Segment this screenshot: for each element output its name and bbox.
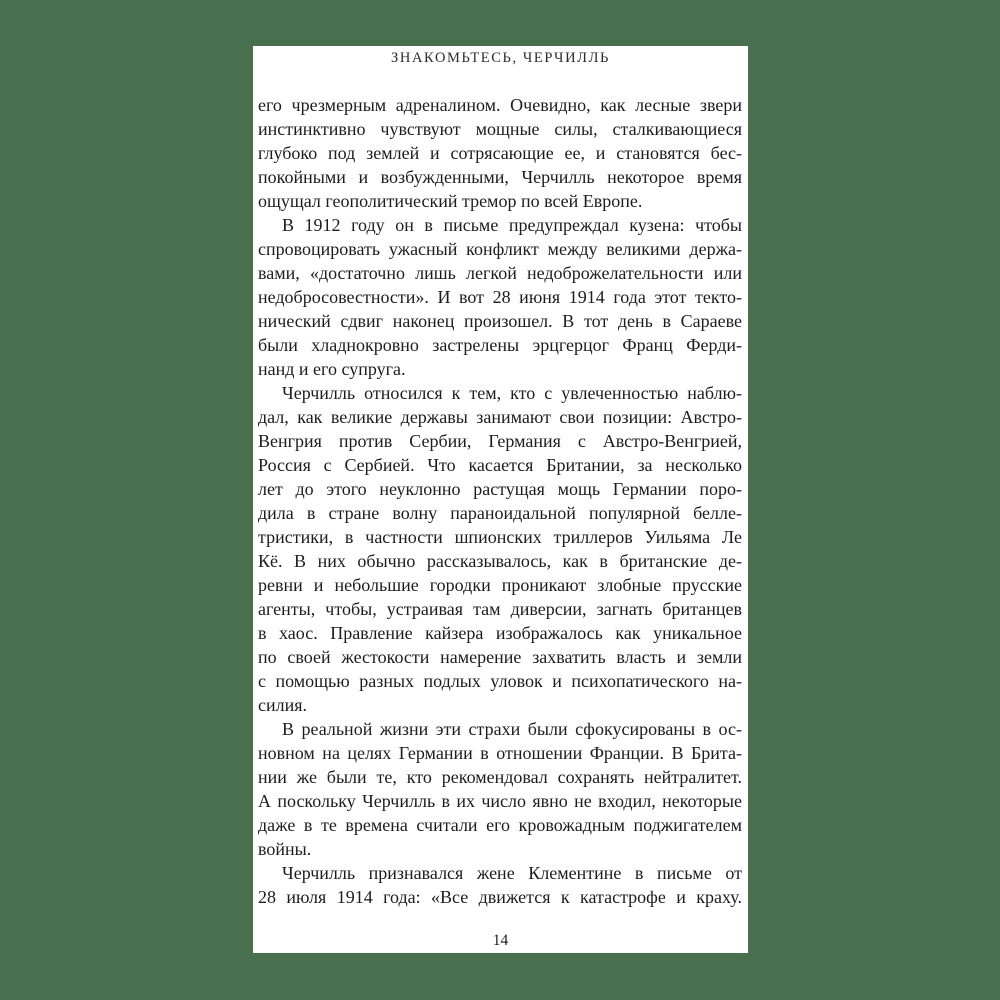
text-line: силия. [258,695,308,715]
text-line: Россия с Сербией. Что касается Британии, за несколько [258,455,742,475]
paragraph [258,717,742,861]
text-line: А поскольку Черчилль в их число явно не входил, некоторые [258,791,742,811]
text-line: В реальной жизни эти страхи были сфокусированы в ос- [282,719,742,739]
page-number: 14 [492,932,509,949]
text-line: войны. [258,839,312,859]
text-line: были хладнокровно застрелены эрцгерцог Франц Ферди- [258,335,742,355]
text-line: его чрезмерным адреналином. Очевидно, как лесные звери [258,95,742,115]
text-line: покойными и возбужденными, Черчилль некоторое время [258,167,742,187]
text-line: дал, как великие державы занимают свои позиции: Австро- [258,407,742,427]
text-line: Черчилль относился к тем, кто с увлеченностью наблю- [282,383,742,403]
text-line: в хаос. Правление кайзера изображалось как уникальное [258,623,742,643]
text-line: спровоцировать ужасный конфликт между великими держа- [258,239,742,259]
text-line: даже в те времена считали его кровожадным поджигателем [258,815,742,835]
text-line: вами, «достаточно лишь легкой недоброжелательности или [258,263,742,283]
text-line: дила в стране волну параноидальной популярной белле- [258,503,742,523]
book-page [253,46,748,953]
paragraph [258,93,742,213]
text-line: нический сдвиг наконец произошел. В тот день в Сараеве [258,311,742,331]
text-line: В 1912 году он в письме предупреждал кузена: чтобы [282,215,742,235]
text-line: Венгрия против Сербии, Германия с Австро-Венгрией, [258,431,742,451]
text-line: нанд и его супруга. [258,359,406,379]
paragraph [258,381,742,717]
text-line: лет до этого неуклонно растущая мощь Германии поро- [258,479,742,499]
text-line: ощущал геополитический тремор по всей Европе. [258,191,643,211]
text-line: тристики, в частности шпионских триллеров Уильяма Ле [258,527,742,547]
running-header: ЗНАКОМЬТЕСЬ, ЧЕРЧИЛЛЬ [391,50,610,66]
page-text-block [253,93,748,909]
text-line: инстинктивно чувствуют мощные силы, сталкивающиеся [258,119,742,139]
paragraph [258,861,742,909]
text-line: глубоко под землей и сотрясающие ее, и становятся бес- [258,143,742,163]
text-line: Черчилль признавался жене Клементине в письме от [282,863,742,883]
text-line: нии же были те, кто рекомендовал сохранять нейтралитет. [258,767,742,787]
text-line: агенты, чтобы, устраивая там диверсии, загнать британцев [258,599,742,619]
text-line: недобросовестности». И вот 28 июня 1914 года этот текто- [258,287,742,307]
text-line: ревни и небольшие городки проникают злобные прусские [258,575,742,595]
text-line: 28 июля 1914 года: «Все движется к катастрофе и краху. [258,887,742,907]
text-line: с помощью разных подлых уловок и психопатического на- [258,671,742,691]
text-line: Кё. В них обычно рассказывалось, как в британские де- [258,551,742,571]
paragraph [258,213,742,381]
text-line: по своей жестокости намерение захватить власть и земли [258,647,742,667]
text-line: новном на целях Германии в отношении Франции. В Брита- [258,743,742,763]
